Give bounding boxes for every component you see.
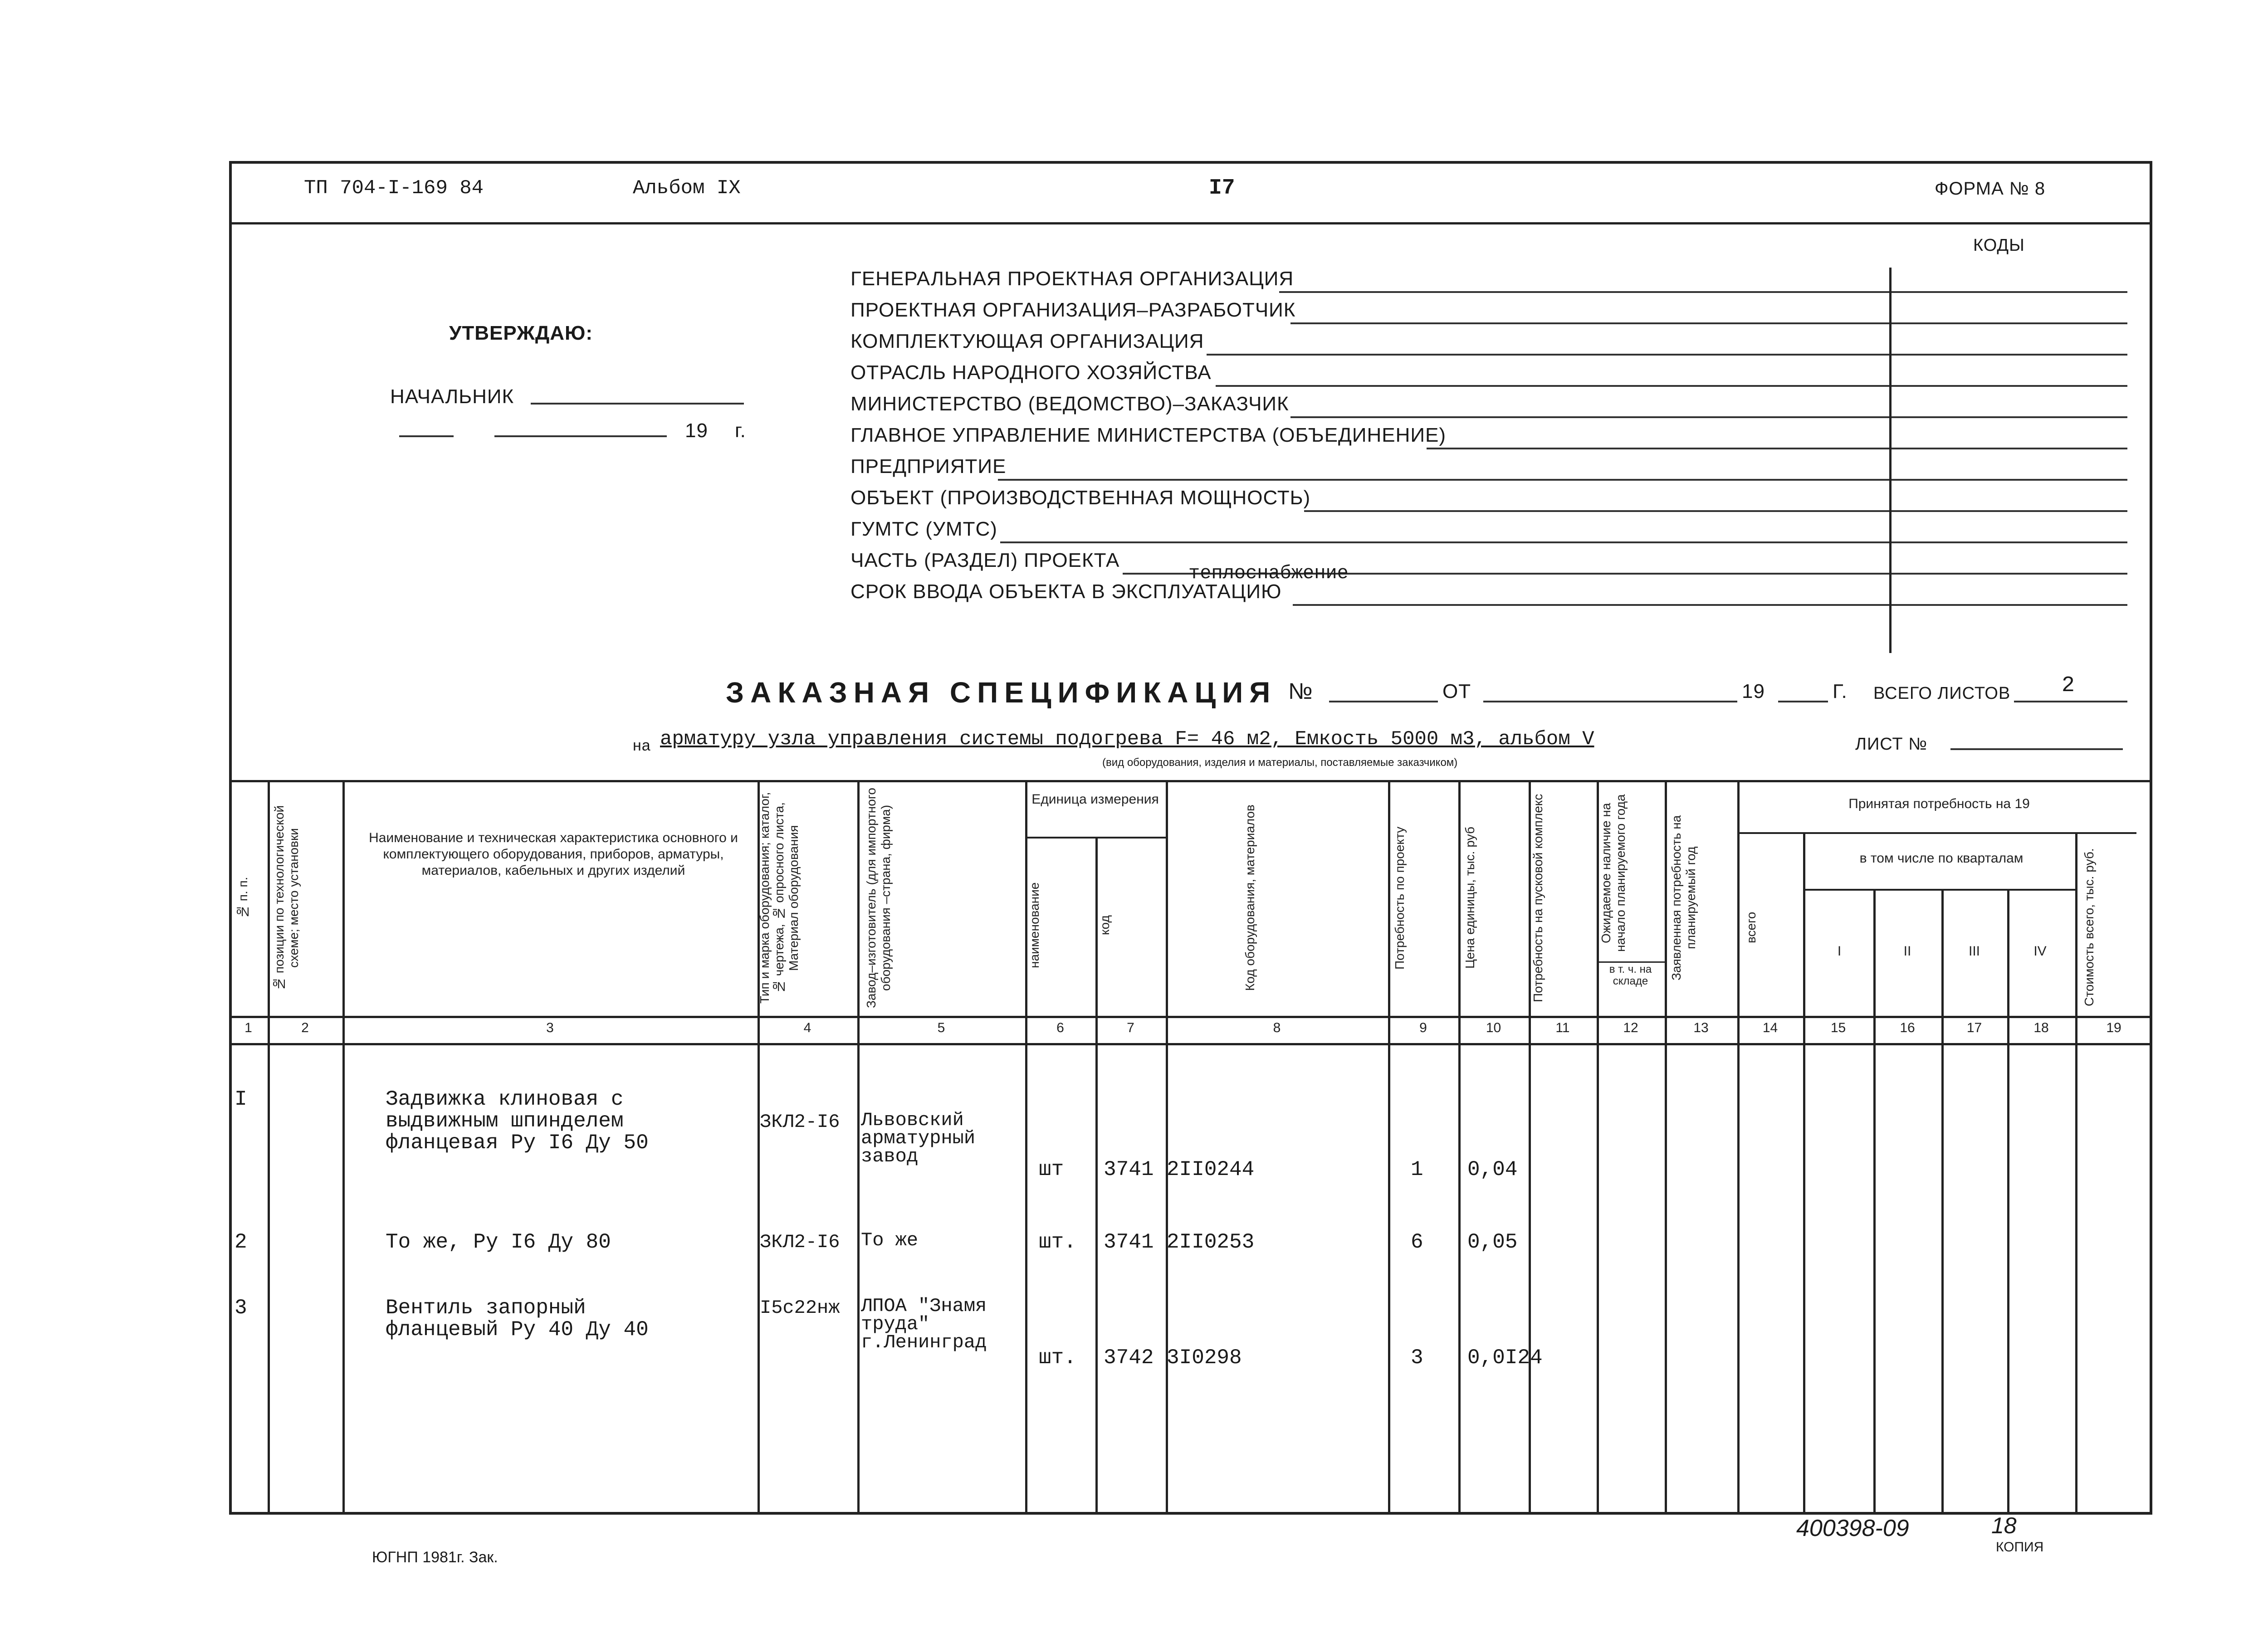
org-field-label: МИНИСТЕРСТВО (ВЕДОМСТВО)–ЗАКАЗЧИК — [850, 393, 1289, 415]
col-header-7: код — [1098, 915, 1112, 935]
spec-no-label: № — [1288, 678, 1313, 704]
sheet-label: ЛИСТ № — [1855, 735, 1927, 754]
col-header-10: Цена единицы, тыс. руб — [1463, 827, 1477, 969]
row-type: ЗКЛ2-I6 — [760, 1231, 840, 1253]
row-maker: То же — [861, 1229, 919, 1251]
column-number: 15 — [1830, 1020, 1846, 1035]
row-name: Задвижка клиновая с выдвижным шпинделем фланцевая Ру I6 Ду 50 — [386, 1087, 649, 1155]
colnum-bottom — [229, 1043, 2152, 1045]
row-name: Вентиль запорный фланцевый Ру 40 Ду 40 — [386, 1296, 649, 1341]
codes-label: КОДЫ — [1973, 236, 2025, 255]
row-price: 0,05 — [1467, 1230, 1518, 1254]
column-number: 6 — [1056, 1020, 1064, 1035]
spec-year-label: 19 — [1742, 680, 1765, 702]
row-code: 3I0298 — [1167, 1346, 1242, 1370]
org-field-label: ОБЪЕКТ (ПРОИЗВОДСТВЕННАЯ МОЩНОСТЬ) — [850, 487, 1311, 509]
row-name: То же, Ру I6 Ду 80 — [386, 1230, 611, 1254]
col-header-6: наименование — [1027, 882, 1041, 968]
column-number: 19 — [2106, 1020, 2121, 1035]
table-top — [229, 780, 2152, 782]
table-column-line — [1737, 780, 1740, 1515]
row-maker: ЛПОА "Знамя труда" г.Ленинград — [861, 1295, 987, 1353]
row-no: 3 — [235, 1296, 247, 1320]
header-divider — [229, 222, 2152, 224]
org-field-label: ГЛАВНОЕ УПРАВЛЕНИЕ МИНИСТЕРСТВА (ОБЪЕДИНЕНИЕ) — [850, 424, 1447, 446]
spec-title: ЗАКАЗНАЯ СПЕЦИФИКАЦИЯ — [726, 676, 1277, 709]
org-field-label: ПРЕДПРИЯТИЕ — [850, 455, 1007, 478]
row-unit: шт. — [1039, 1230, 1076, 1254]
unit-group-line — [1025, 837, 1166, 839]
c12-split-line — [1597, 961, 1665, 963]
colnum-top — [229, 1016, 2152, 1018]
date-month-line — [494, 435, 667, 437]
table-column-line — [1388, 780, 1390, 1515]
org-field-line — [1427, 448, 2127, 449]
spec-from-label: ОТ — [1442, 680, 1471, 702]
org-field-line — [1293, 604, 2127, 606]
doc-code: ТП 704-I-169 84 — [304, 177, 484, 200]
album-label: Альбом IX — [633, 177, 741, 200]
column-number: 8 — [1273, 1020, 1281, 1035]
row-qty: 3 — [1411, 1346, 1423, 1370]
row-qty: 1 — [1411, 1158, 1423, 1181]
column-number: 5 — [937, 1020, 945, 1035]
spec-year-line — [1778, 701, 1828, 702]
org-field-line — [1279, 291, 2127, 293]
quarter-1: I — [1837, 944, 1842, 959]
row-no: I — [235, 1087, 247, 1111]
org-field-line — [1290, 322, 2127, 324]
form-number: ФОРМА № 8 — [1935, 179, 2046, 199]
row-qty: 6 — [1411, 1230, 1423, 1254]
col-header-11: Потребность на пусковой комплекс — [1531, 794, 1545, 1002]
spec-subject: арматуру узла управления системы подогрева F= 46 м2, Емкость 5000 м3, альбом V — [660, 728, 1594, 751]
chief-line — [531, 403, 744, 405]
table-column-line — [1166, 780, 1168, 1515]
row-unit-code: 3741 — [1104, 1158, 1154, 1181]
col-header-19: Стоимость всего, тыс. руб. — [2082, 848, 2096, 1007]
org-field-line — [1216, 385, 2127, 387]
footer-print-info: ЮГНП 1981г. Зак. — [372, 1549, 498, 1566]
org-field-label: КОМПЛЕКТУЮЩАЯ ОРГАНИЗАЦИЯ — [850, 330, 1204, 352]
row-maker: Львовский арматурный завод — [861, 1109, 976, 1167]
project-part-value: теплоснабжение — [1188, 562, 1349, 584]
codes-column-line — [1889, 268, 1892, 653]
org-field-line — [1290, 416, 2127, 418]
column-number: 13 — [1693, 1020, 1709, 1035]
year-prefix: 19 — [685, 419, 708, 442]
column-number: 7 — [1127, 1020, 1134, 1035]
row-type: ЗКЛ2-I6 — [760, 1111, 840, 1133]
table-column-line — [1941, 889, 1944, 1515]
date-day-line — [399, 435, 454, 437]
column-number: 12 — [1623, 1020, 1638, 1035]
table-column-line — [1873, 889, 1876, 1515]
row-no: 2 — [235, 1230, 247, 1254]
col-header-9: Потребность по проекту — [1393, 826, 1407, 970]
spec-date-line — [1483, 701, 1737, 702]
row-code: 2II0253 — [1167, 1230, 1255, 1254]
spec-g-label: Г. — [1833, 680, 1848, 702]
quarter-3: III — [1968, 944, 1980, 959]
spec-no-line — [1329, 701, 1438, 702]
footer-copy: КОПИЯ — [1996, 1540, 2044, 1555]
org-field-line — [1207, 354, 2127, 356]
org-field-label: ГУМТС (УМТС) — [850, 518, 997, 540]
row-price: 0,04 — [1467, 1158, 1518, 1181]
page-number: I7 — [1209, 176, 1235, 200]
approve-label: УТВЕРЖДАЮ: — [449, 322, 593, 344]
total-sheets-line — [2014, 701, 2127, 702]
table-column-line — [1458, 780, 1461, 1515]
col-header-12b: в т. ч. на складе — [1609, 963, 1652, 987]
column-number: 3 — [546, 1020, 554, 1035]
table-column-line — [342, 780, 345, 1515]
col-header-3: Наименование и техническая характеристика основного и комплектующего оборудования, приборов, арматуры, материалов, кабельных и других изделий — [369, 830, 738, 878]
org-field-line — [1304, 510, 2127, 512]
col-header-13: Заявленная потребность на планируемый год — [1669, 815, 1698, 981]
table-column-line — [268, 780, 270, 1515]
accepted-group-line — [1737, 832, 2136, 834]
table-column-line — [2007, 889, 2009, 1515]
subject-note: (вид оборудования, изделия и материалы, поставляемые заказчиком) — [1102, 756, 1458, 769]
column-number: 10 — [1486, 1020, 1501, 1035]
col-header-4: Тип и марка оборудования; каталог, № чертежа, № опросного листа, Материал оборудования — [758, 792, 801, 1004]
footer-stamp: 400398-09 — [1796, 1515, 1909, 1541]
org-field-label: ГЕНЕРАЛЬНАЯ ПРОЕКТНАЯ ОРГАНИЗАЦИЯ — [850, 268, 1294, 290]
subject-on-label: на — [633, 737, 651, 754]
sheet-line — [1950, 748, 2123, 750]
chief-label: НАЧАЛЬНИК — [390, 385, 514, 408]
column-number: 4 — [803, 1020, 811, 1035]
column-number: 14 — [1762, 1020, 1778, 1035]
org-field-label: ОТРАСЛЬ НАРОДНОГО ХОЗЯЙСТВА — [850, 361, 1212, 384]
row-unit-code: 3742 — [1104, 1346, 1154, 1370]
total-sheets-label: ВСЕГО ЛИСТОВ — [1873, 684, 2011, 703]
table-column-line — [1665, 780, 1667, 1515]
year-suffix: г. — [735, 419, 746, 442]
col-header-2: № позиции по технологической схеме; место установки — [272, 805, 301, 991]
quarters-group-line — [1803, 889, 2075, 891]
table-column-line — [1803, 832, 1805, 1515]
org-field-label: ПРОЕКТНАЯ ОРГАНИЗАЦИЯ–РАЗРАБОТЧИК — [850, 299, 1296, 321]
quarter-2: II — [1903, 944, 1911, 959]
org-field-label: ЧАСТЬ (РАЗДЕЛ) ПРОЕКТА — [850, 549, 1120, 571]
org-field-label: СРОК ВВОДА ОБЪЕКТА В ЭКСПЛУАТАЦИЮ — [850, 580, 1282, 603]
column-number: 9 — [1419, 1020, 1427, 1035]
quarter-4: IV — [2033, 944, 2047, 959]
quarters-group-header: в том числе по кварталам — [1859, 851, 2024, 866]
row-price: 0,0I24 — [1467, 1346, 1543, 1370]
unit-group-header: Единица измерения — [1031, 792, 1159, 807]
row-type: I5с22нж — [760, 1297, 840, 1319]
col-header-1: № п. п. — [236, 877, 250, 919]
total-sheets-value: 2 — [2062, 673, 2075, 698]
org-field-line — [998, 479, 2127, 481]
row-unit: шт. — [1039, 1346, 1076, 1370]
accepted-group-header: Принятая потребность на 19 — [1848, 796, 2030, 811]
col-header-12: Ожидаемое наличие на начало планируемого года — [1599, 794, 1628, 952]
column-number: 16 — [1900, 1020, 1915, 1035]
column-number: 1 — [244, 1020, 252, 1035]
col-header-14: всего — [1744, 912, 1758, 943]
column-number: 18 — [2033, 1020, 2049, 1035]
row-code: 2II0244 — [1167, 1158, 1255, 1181]
col-header-5: Завод–изготовитель (для импортного оборудования –страна, фирма) — [864, 788, 893, 1008]
column-number: 17 — [1966, 1020, 1982, 1035]
footer-sheet: 18 — [1991, 1513, 2017, 1538]
org-field-line — [1000, 541, 2127, 543]
table-column-line — [2075, 832, 2077, 1515]
col-header-8: Код оборудования, материалов — [1243, 804, 1257, 991]
column-number: 11 — [1555, 1020, 1570, 1035]
row-unit: шт — [1039, 1158, 1064, 1181]
table-column-line — [857, 780, 860, 1515]
row-unit-code: 3741 — [1104, 1230, 1154, 1254]
column-number: 2 — [301, 1020, 309, 1035]
